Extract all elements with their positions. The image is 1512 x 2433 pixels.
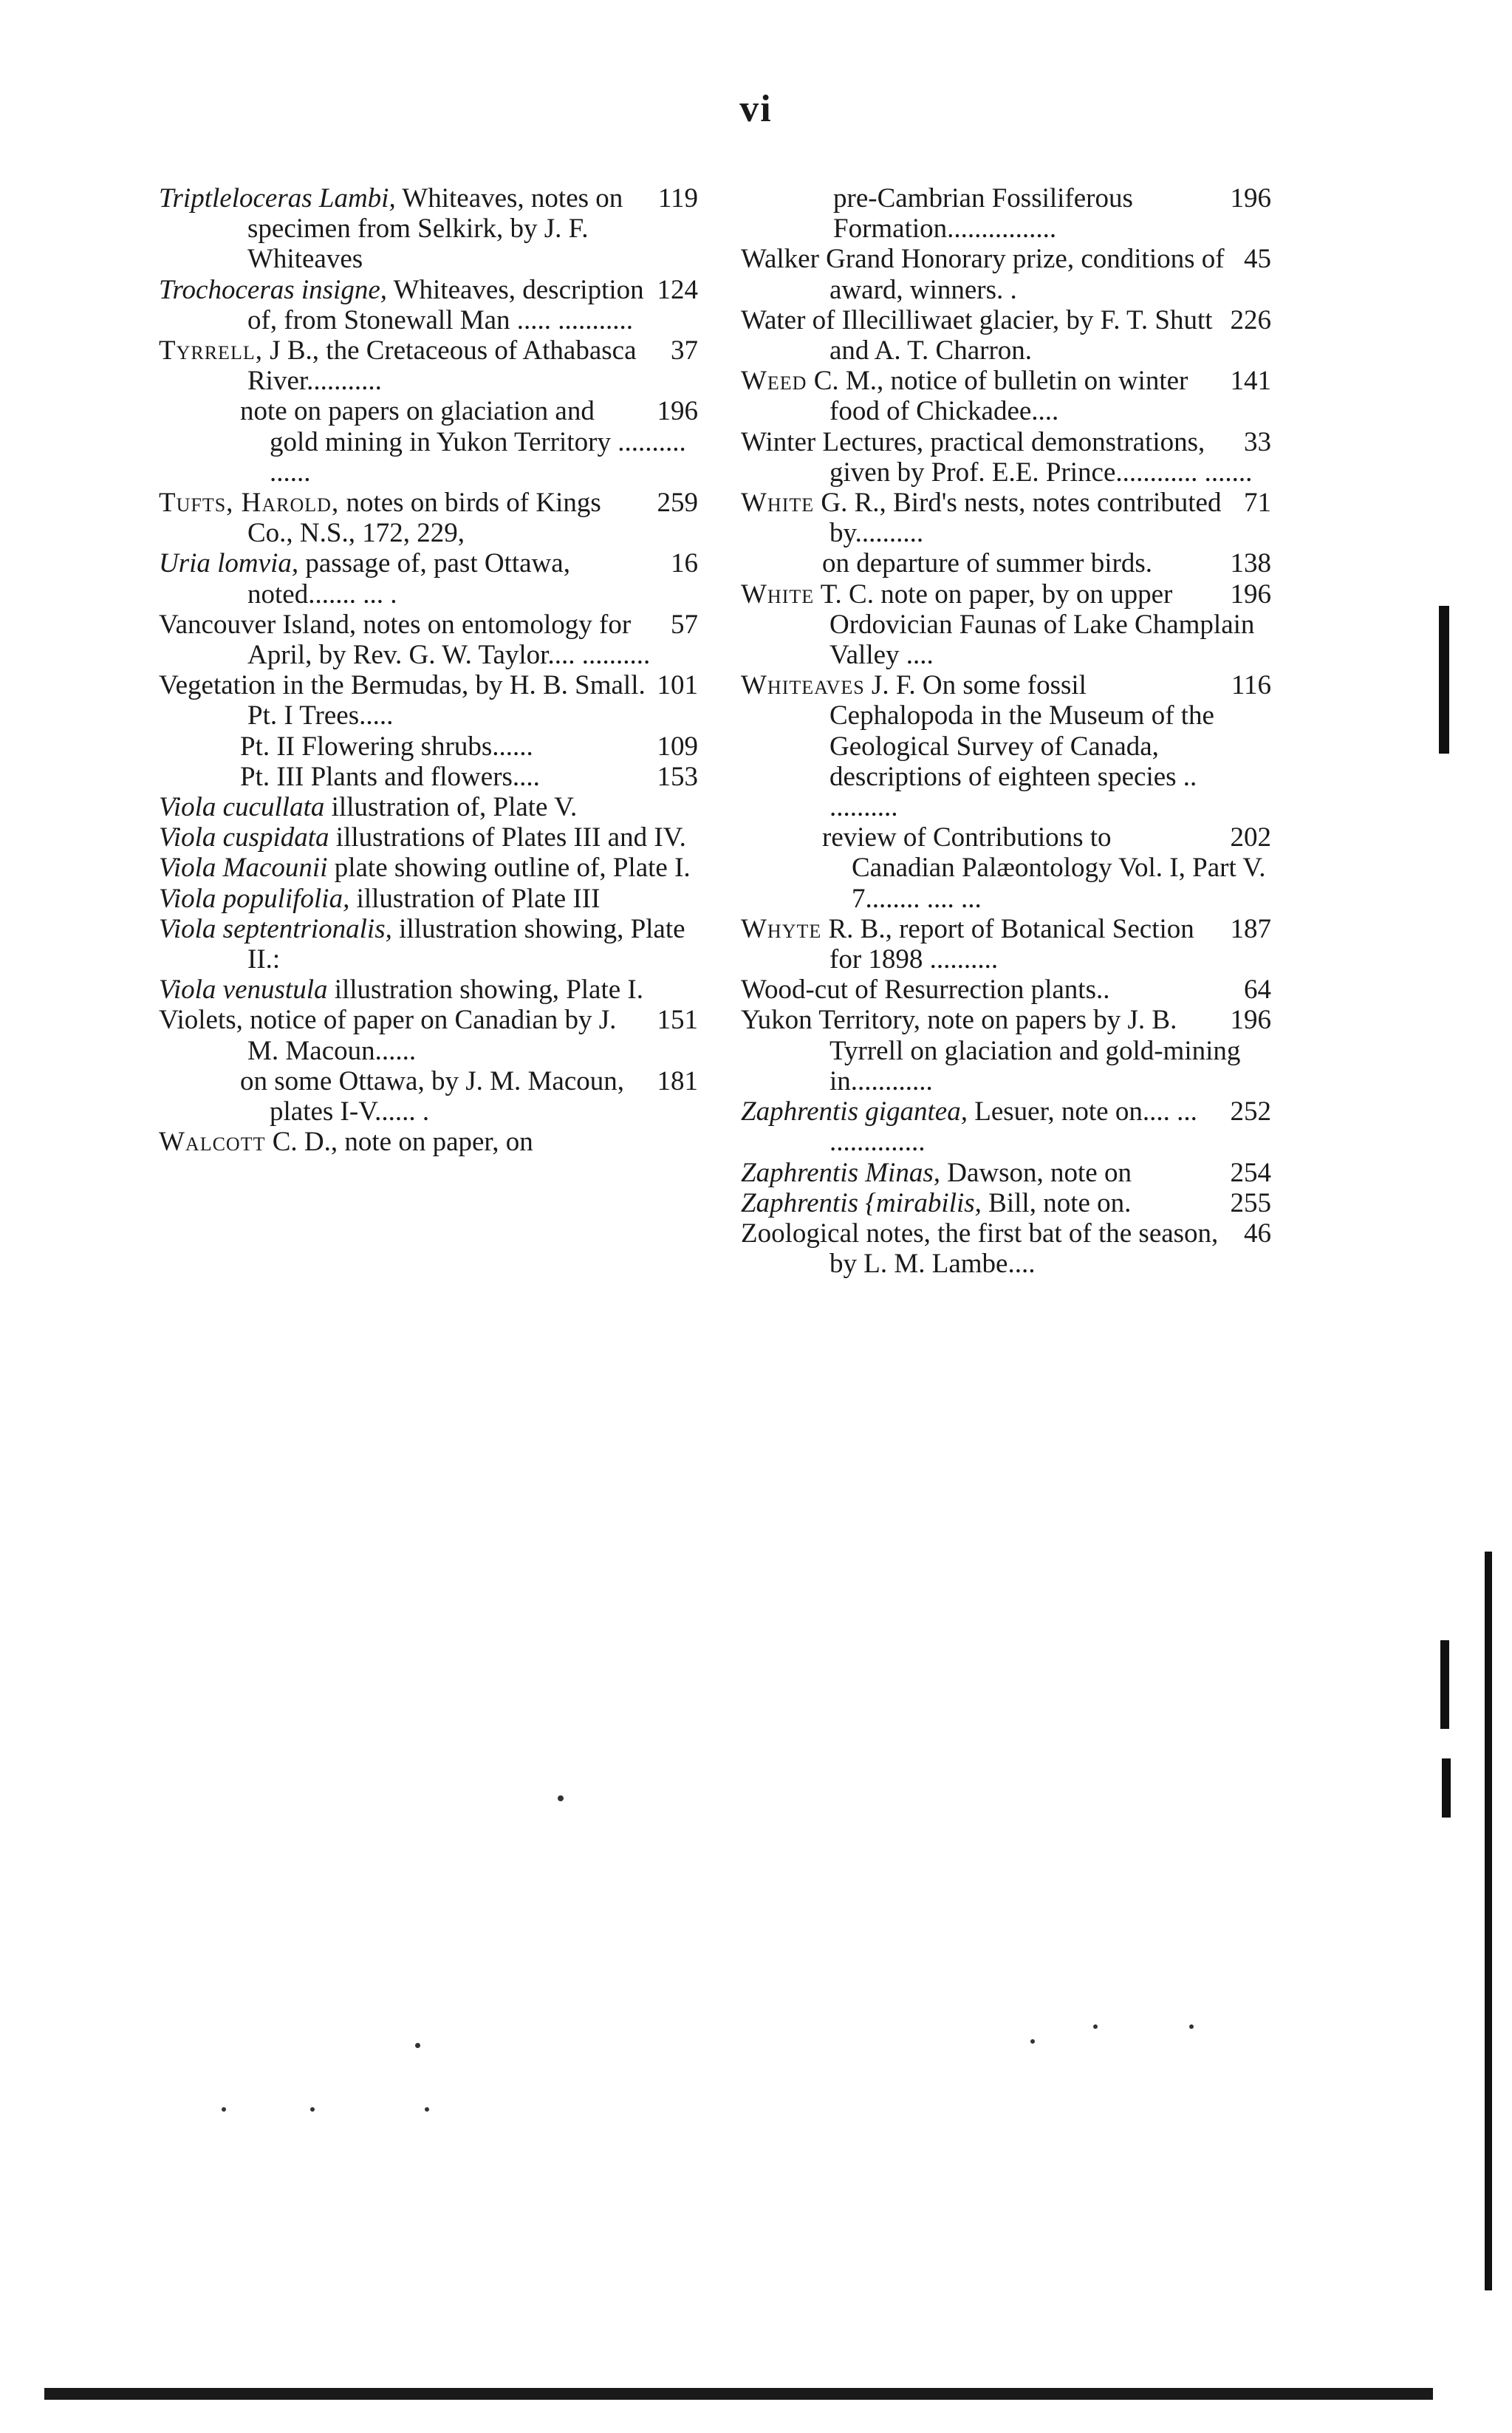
index-entry-author: Walcott [159,1127,266,1158]
index-entry-page: 124 [657,274,698,305]
index-entry [159,670,698,731]
index-entry-text: Whiteaves, notes on specimen from Selkirk, by J. F. Whiteaves [247,183,623,275]
index-entry [159,914,698,975]
index-entry-text: notes on birds of Kings Co., N.S., 172, 229, [247,488,601,549]
index-entry-page: 254 [1230,1157,1271,1188]
index-entry [159,488,698,548]
index-entry-text: Water of Illecilliwaet glacier, by F. T. Shutt and A. T. Charron. [741,304,1213,366]
index-entry-taxon: Viola venustula [159,975,328,1006]
scan-margin-mark [1439,606,1449,754]
index-entry [741,244,1271,304]
index-entry-text: G. R., Bird's nests, notes contributed by.......... [814,488,1222,549]
index-entry-text: note on papers on glaciation and gold mining in Yukon Territory .......... ...... [240,396,686,488]
index-entry-text: Violets, notice of paper on Canadian by J. M. Macoun...... [159,1005,617,1066]
index-entry-text: review of Contributions to Canadian Palæontology Vol. I, Part V. 7........ .... ... [822,822,1266,914]
scan-margin-mark [1440,1640,1449,1729]
index-entry [159,396,698,488]
index-entry-text: on some Ottawa, by J. M. Macoun, plates I-V...... . [240,1065,624,1127]
index-entry-page: 255 [1230,1187,1271,1218]
scan-speck [425,2107,429,2112]
scan-margin-mark [1485,1552,1492,2290]
index-entry-taxon: Viola Macounii [159,853,328,884]
index-entry-text: R. B., report of Botanical Section for 1898 .......... [821,913,1194,975]
index-entry-page: 45 [1244,244,1271,275]
index-entry-text: Lesuer, note on.... ... .............. [829,1096,1197,1158]
index-entry-page: 138 [1230,548,1271,579]
index-entry-author: Whyte [741,913,822,944]
index-entry [741,670,1271,822]
index-entry-page: 252 [1230,1096,1271,1127]
index-entry [741,1005,1271,1096]
index-entry-taxon: Zaphrentis gigantea, [741,1096,968,1127]
index-entry-text: illustrations of Plates III and IV. [329,822,686,853]
index-entry [159,792,698,822]
index-entry [741,1096,1271,1157]
index-column-left [159,183,698,1158]
scan-speck [558,1795,564,1801]
index-entry [159,975,698,1005]
index-entry-page: 196 [1230,183,1271,214]
index-entry-taxon: Trochoceras insigne, [159,274,388,305]
scan-margin-mark [1442,1758,1451,1818]
index-entry [159,1066,698,1127]
index-entry [741,183,1271,244]
index-entry-text: Vancouver Island, notes on entomology for April, by Rev. G. W. Taylor.... .......... [159,609,651,671]
index-entry-taxon: Triptleloceras Lambi, [159,183,396,214]
index-entry [741,1188,1271,1218]
index-entry-text: Bill, note on. [981,1187,1132,1218]
index-entry-taxon: Zaphrentis Minas, [741,1157,940,1188]
index-entry-text: Whiteaves, description of, from Stonewall Man ..... ........... [247,274,644,335]
index-entry-page: 226 [1230,304,1271,335]
index-entry [159,1127,698,1157]
index-entry [741,548,1271,579]
index-entry [741,488,1271,548]
index-entry [159,548,698,609]
index-entry [741,822,1271,914]
index-entry [741,305,1271,366]
index-entry [741,1218,1271,1279]
index-entry-page: 196 [1230,579,1271,610]
index-entry-page: 109 [657,731,698,762]
index-entry [159,275,698,335]
index-column-right [741,183,1271,1279]
index-entry-text: J B., the Cretaceous of Athabasca River........... [247,335,637,397]
index-entry-author: White [741,488,815,519]
index-entry-text: Dawson, note on [940,1157,1132,1188]
index-entry [741,975,1271,1005]
index-entry-page: 196 [657,396,698,427]
index-entry [159,822,698,853]
index-entry [159,183,698,275]
index-entry [159,731,698,762]
index-entry-text: on departure of summer birds. [822,548,1152,579]
index-entry-text: illustration of Plate III [349,883,601,914]
index-entry-page: 153 [657,761,698,792]
index-entry-text: passage of, past Ottawa, noted....... ... . [247,548,570,610]
index-entry-author: Tyrrell, [159,335,263,366]
index-entry [159,884,698,914]
index-entry-page: 46 [1244,1218,1271,1249]
index-entry-author: White [741,579,815,610]
index-entry-text: Winter Lectures, practical demonstrations, given by Prof. E.E. Prince............ ....... [741,426,1253,488]
index-entry-text: Walker Grand Honorary prize, conditions of award, winners. . [741,244,1225,305]
index-entry-page: 141 [1230,366,1271,397]
index-entry-page: 181 [657,1065,698,1096]
index-entry-text: Wood-cut of Resurrection plants.. [741,975,1110,1006]
index-entry-page: 151 [657,1005,698,1036]
index-entry-text: C. M., notice of bulletin on winter food of Chickadee.... [807,366,1188,427]
index-entry [159,610,698,670]
index-entry-taxon: Uria lomvia, [159,548,299,579]
bottom-rule [44,2388,1433,2400]
index-entry-text: illustration showing, Plate II.: [247,913,685,975]
index-entry [159,853,698,883]
index-entry-page: 196 [1230,1005,1271,1036]
index-entry-text: Zoological notes, the first bat of the season, by L. M. Lambe.... [741,1218,1219,1280]
index-entry [741,427,1271,488]
index-entry-page: 187 [1230,913,1271,944]
index-entry-page: 16 [671,548,698,579]
index-entry-text: plate showing outline of, Plate I. [327,853,691,884]
index-entry-page: 202 [1230,822,1271,853]
scan-speck [310,2107,315,2112]
index-entry-page: 37 [671,335,698,366]
index-entry-text: pre-Cambrian Fossiliferous Formation................ [833,183,1133,245]
scan-speck [415,2043,420,2048]
index-entry-page: 116 [1231,670,1271,701]
index-entry-text: illustration of, Plate V. [324,792,578,823]
index-entry-page: 57 [671,609,698,640]
index-entry-author: Weed [741,366,807,397]
index-entry [741,1158,1271,1188]
index-entry-taxon: Viola septentrionalis, [159,913,392,944]
index-entry-text: C. D., note on paper, on [265,1127,533,1158]
scan-speck [1093,2024,1098,2029]
index-entry [159,1005,698,1065]
index-entry-taxon: Viola populifolia, [159,883,350,914]
scan-speck [1189,2024,1194,2029]
index-entry-text: illustration showing, Plate I. [327,975,643,1006]
index-entry-taxon: Viola cucullata [159,792,325,823]
index-entry-author: Tufts, Harold, [159,488,340,519]
index-entry-text: J. F. On some fossil Cephalopoda in the Museum of the Geological Survey of Canada, descriptions of eighteen species .. .......... [829,670,1214,823]
index-entry-page: 64 [1244,975,1271,1006]
index-entry-text: Pt. II Flowering shrubs...... [240,731,533,762]
index-entry-page: 119 [657,183,698,214]
index-entry-page: 71 [1244,488,1271,519]
index-entry-text: Yukon Territory, note on papers by J. B. Tyrrell on glaciation and gold-mining in............ [741,1005,1241,1096]
page-number: vi [739,88,773,130]
index-entry-author: Whiteaves [741,670,865,701]
index-entry [159,762,698,792]
index-entry-text: T. C. note on paper, by on upper Ordovician Faunas of Lake Champlain Valley .... [814,579,1255,671]
scan-speck [1030,2039,1035,2044]
index-entry [159,335,698,396]
index-entry-text: Pt. III Plants and flowers.... [240,761,540,792]
scan-speck [222,2107,226,2112]
index-entry-taxon: Zaphrentis {mirabilis, [741,1187,982,1218]
index-entry [741,914,1271,975]
index-entry [741,366,1271,426]
index-entry-text: Vegetation in the Bermudas, by H. B. Small. Pt. I Trees..... [159,670,646,731]
index-entry-page: 33 [1244,426,1271,457]
index-entry-page: 101 [657,670,698,701]
index-entry-taxon: Viola cuspidata [159,822,329,853]
index-entry-page: 259 [657,488,698,519]
index-entry [741,579,1271,671]
